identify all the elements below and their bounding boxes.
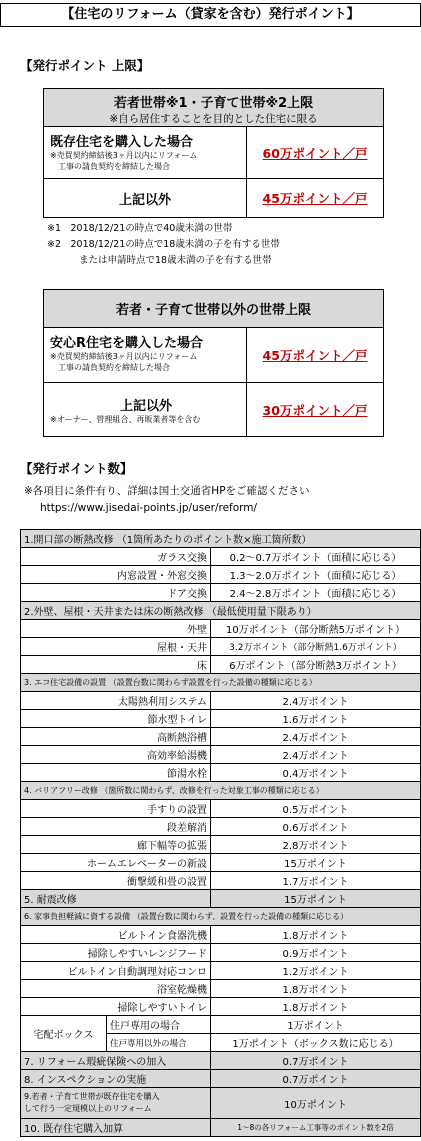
- reference-url: https://www.jisedai-points.jp/user/reform/: [40, 502, 258, 514]
- table-row: [21, 746, 421, 764]
- item-label: 浴室乾燥機: [21, 980, 211, 998]
- box2-row-note: ※オーナー、管理組合、再販業者等を含む: [50, 415, 201, 424]
- table-row: [21, 818, 421, 836]
- item-value: 3.2万ポイント（部分断熱1.6万ポイント）: [211, 638, 421, 656]
- points-table: [20, 529, 421, 1137]
- table-row: [21, 710, 421, 728]
- item-label: 7. リフォーム瑕疵保険への加入: [21, 1052, 211, 1070]
- box1-row-label-cell: [44, 127, 247, 178]
- note-2: ※2 2018/12/21の時点で18歳未満の子を有する世帯: [47, 239, 280, 250]
- item-value: 1万ポイント（ボックス数に応じる）: [211, 1034, 421, 1052]
- section-1-header: 1.開口部の断熱改修 （1箇所あたりのポイント数×施工箇所数）: [21, 530, 421, 548]
- box2-row-other: [44, 383, 383, 436]
- section-header-row: [21, 674, 421, 692]
- table-row: [21, 926, 421, 944]
- youth-family-limit-box: [43, 88, 384, 218]
- table-row: [21, 638, 421, 656]
- box2-row-label-cell: [44, 328, 247, 382]
- item-value: 1.8万ポイント: [211, 926, 421, 944]
- item-label: 外壁: [21, 620, 211, 638]
- table-row: [21, 980, 421, 998]
- item-value: 0.2～0.7万ポイント（面積に応じる）: [211, 548, 421, 566]
- box1-row-label: 上記以外: [118, 192, 171, 208]
- item-value: 1.8万ポイント: [211, 980, 421, 998]
- section-9-row: [21, 1088, 421, 1119]
- box1-row-other: [44, 179, 383, 217]
- item-label: 廊下幅等の拡張: [21, 836, 211, 854]
- section-8-row: [21, 1070, 421, 1088]
- item-label: 住戸専用以外の場合: [107, 1034, 211, 1052]
- item-value: 10万ポイント（部分断熱5万ポイント）: [211, 620, 421, 638]
- section-4-header: 4. バリアフリー改修 （箇所数に関わらず、改修を行った対象工事の種類に応じる）: [21, 782, 421, 800]
- item-value: 0.7万ポイント: [211, 1052, 421, 1070]
- item-value: 2.8万ポイント: [211, 836, 421, 854]
- table-row: [21, 998, 421, 1016]
- item-value: 1.3～2.0万ポイント（面積に応じる）: [211, 566, 421, 584]
- item-label: 高断熱浴槽: [21, 728, 211, 746]
- item-value: 2.4～2.8万ポイント（面積に応じる）: [211, 584, 421, 602]
- item-value: 0.7万ポイント: [211, 1070, 421, 1088]
- box2-row-anshin-r: [44, 328, 383, 383]
- item-value: 1.6万ポイント: [211, 710, 421, 728]
- item-label: 住戸専用の場合: [107, 1016, 211, 1034]
- box1-row-note: 工事の請負契約を締結した場合: [58, 162, 170, 171]
- box1-row-value: 45万ポイント／戸: [262, 191, 368, 206]
- section-7-row: [21, 1052, 421, 1070]
- table-row: [21, 1016, 421, 1034]
- box1-row-label: 既存住宅を購入した場合: [50, 135, 194, 150]
- table-row: [21, 656, 421, 674]
- box2-row-value: 45万ポイント／戸: [262, 348, 368, 363]
- box2-header: [44, 290, 383, 328]
- item-value: 2.4万ポイント: [211, 728, 421, 746]
- item-value: 2.4万ポイント: [211, 746, 421, 764]
- delivery-box-label: 宅配ボックス: [21, 1016, 107, 1052]
- item-value: 10万ポイント: [211, 1088, 421, 1119]
- item-label: 10. 既存住宅購入加算: [21, 1119, 211, 1137]
- item-label: 屋根・天井: [21, 638, 211, 656]
- page-title: 【住宅のリフォーム（貸家を含む）発行ポイント】: [0, 3, 421, 27]
- box1-row-existing-purchase: [44, 127, 383, 179]
- table-row: [21, 692, 421, 710]
- item-label: 5. 耐震改修: [21, 890, 211, 908]
- section-header-row: [21, 602, 421, 620]
- table-row: [21, 728, 421, 746]
- section-6-header: 6. 家事負担軽減に資する設備 （設置台数に関わらず、設置を行った設備の種類に応じる）: [21, 908, 421, 926]
- item-value: 1～8の各リフォーム工事等のポイント数を2倍: [211, 1119, 421, 1137]
- box1-header: [44, 89, 383, 127]
- table-row: [21, 584, 421, 602]
- item-value: 0.4万ポイント: [211, 764, 421, 782]
- box2-row-note: 工事の請負契約を締結した場合: [58, 363, 170, 372]
- table-row: [21, 800, 421, 818]
- table-row: [21, 854, 421, 872]
- item-value: 1.7万ポイント: [211, 872, 421, 890]
- item-value: 15万ポイント: [211, 854, 421, 872]
- item-value: 1万ポイント: [211, 1016, 421, 1034]
- box2-row-label: 安心R住宅を購入した場合: [50, 336, 204, 351]
- section-header-row: [21, 908, 421, 926]
- section-3-header: 3. エコ住宅設備の設置 （設置台数に関わらず設置を行った設備の種類に応じる）: [21, 674, 421, 692]
- item-label: 段差解消: [21, 818, 211, 836]
- table-row: [21, 566, 421, 584]
- item-label: ガラス交換: [21, 548, 211, 566]
- item-value: 0.6万ポイント: [211, 818, 421, 836]
- item-value: 0.5万ポイント: [211, 800, 421, 818]
- item-label: 床: [21, 656, 211, 674]
- item-value: 15万ポイント: [211, 890, 421, 908]
- item-value: 1.8万ポイント: [211, 998, 421, 1016]
- section-5-row: [21, 890, 421, 908]
- box1-row-value: 60万ポイント／戸: [262, 145, 368, 161]
- item-label: 高効率給湯機: [21, 746, 211, 764]
- other-household-limit-box: [43, 289, 384, 437]
- box1-header-note: ※自ら居住することを目的とした住宅に限る: [109, 113, 318, 125]
- item-value: 0.9万ポイント: [211, 944, 421, 962]
- section-9-line2: して行う一定規模以上のリフォーム: [24, 1104, 152, 1113]
- item-value: 1.2万ポイント: [211, 962, 421, 980]
- item-label: ビルトイン自動調理対応コンロ: [21, 962, 211, 980]
- table-row: [21, 944, 421, 962]
- section-header-row: [21, 530, 421, 548]
- box2-header-title: 若者・子育て世帯以外の世帯上限: [115, 303, 311, 318]
- item-value: 2.4万ポイント: [211, 692, 421, 710]
- item-label: 掃除しやすいトイレ: [21, 998, 211, 1016]
- box2-row-value: 30万ポイント／戸: [262, 402, 368, 418]
- section-10-row: [21, 1119, 421, 1137]
- count-note: ※各項目に条件有り、詳細は国土交通省HPをご確認ください: [24, 485, 310, 497]
- table-row: [21, 962, 421, 980]
- item-label: 衝撃緩和畳の設置: [21, 872, 211, 890]
- note-2-cont: または申請時点で18歳未満の子を有する世帯: [79, 255, 272, 266]
- box2-row-label: 上記以外: [119, 399, 172, 414]
- box2-row-label-cell: [44, 383, 247, 436]
- table-row: [21, 548, 421, 566]
- note-1: ※1 2018/12/21の時点で40歳未満の世帯: [47, 223, 233, 234]
- item-label: 掃除しやすいレンジフード: [21, 944, 211, 962]
- item-label: 節湯水栓: [21, 764, 211, 782]
- item-value: 6万ポイント（部分断熱3万ポイント）: [211, 656, 421, 674]
- box1-row-label-cell: [44, 179, 247, 217]
- item-label: ドア交換: [21, 584, 211, 602]
- limit-heading: 【発行ポイント 上限】: [20, 58, 150, 73]
- section-9-line1: 9.若者・子育て世帯が既存住宅を購入: [24, 1092, 160, 1101]
- item-label: 太陽熱利用システム: [21, 692, 211, 710]
- item-label: 8. インスペクションの実施: [21, 1070, 211, 1088]
- box1-header-title: 若者世帯※1・子育て世帯※2上限: [113, 96, 314, 111]
- item-label: 内窓設置・外窓交換: [21, 566, 211, 584]
- box1-row-note: ※売買契約締結後3ヶ月以内にリフォーム: [50, 151, 198, 160]
- count-heading: 【発行ポイント数】: [20, 461, 133, 476]
- section-2-header: 2.外壁、屋根・天井または床の断熱改修 （最低使用量下限あり）: [21, 602, 421, 620]
- table-row: [21, 620, 421, 638]
- item-label: ホームエレベーターの新設: [21, 854, 211, 872]
- table-row: [21, 872, 421, 890]
- table-row: [21, 764, 421, 782]
- item-label: 手すりの設置: [21, 800, 211, 818]
- item-label: 節水型トイレ: [21, 710, 211, 728]
- item-label: ビルトイン食器洗機: [21, 926, 211, 944]
- section-header-row: [21, 782, 421, 800]
- box2-row-note: ※売買契約締結後3ヶ月以内にリフォーム: [50, 352, 198, 361]
- item-label: [21, 1088, 211, 1119]
- table-row: [21, 836, 421, 854]
